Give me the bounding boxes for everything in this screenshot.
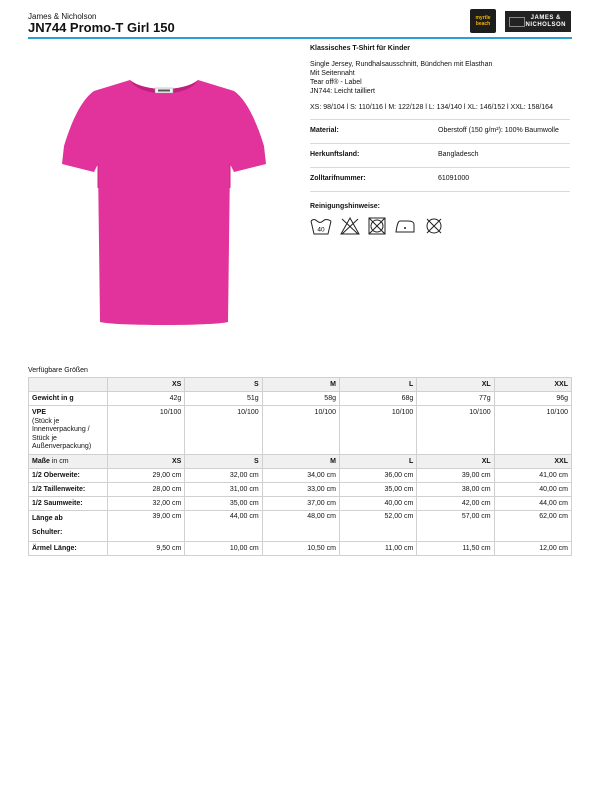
length-cell: 48,00 cm [262,510,339,541]
vpe-row [29,406,572,455]
size-header-cell: S [185,378,262,392]
spec-tariff [310,167,570,191]
product-heading: Klassisches T-Shirt für Kinder [310,45,410,52]
row-label [29,406,108,455]
vpe-cell: 10/100 [262,406,339,455]
row-label: 1/2 Oberweite: [29,468,108,482]
row-label [29,510,108,541]
measure-cell: 28,00 cm [108,482,185,496]
row-label: Ärmel Länge: [29,541,108,555]
brand-name: James & Nicholson [28,12,97,21]
spec-material [310,119,570,143]
wash-temp: 40 [317,226,325,234]
length-label-1: Länge ab [32,514,63,522]
care-icons [310,217,570,235]
weight-row [29,392,572,406]
spec-label: Material: [310,127,339,134]
wash-40-icon [310,217,332,235]
sleeve-cell: 11,00 cm [339,541,416,555]
size-header-cell: L [339,378,416,392]
sleeve-row [29,541,572,555]
spec-label: Herkunftsland: [310,151,360,158]
measure-cell: 40,00 cm [494,482,571,496]
no-dry-clean-icon [424,217,444,235]
length-row [29,510,572,541]
size-header-cell: L [339,454,416,468]
vpe-cell: 10/100 [494,406,571,455]
spec-value: 61091000 [438,175,470,182]
spec-label: Zolltarifnummer: [310,175,366,182]
sleeve-cell: 11,50 cm [417,541,494,555]
size-header-cell: XL [417,454,494,468]
table-corner [29,378,108,392]
desc-line: Single Jersey, Rundhalsausschnitt, Bündchen mit Elasthan [310,61,493,68]
row-label: 1/2 Saumweite: [29,496,108,510]
measure-unit: in cm [49,457,69,465]
length-label-2: Schulter: [32,528,63,536]
myrtle-beach-logo [470,9,496,33]
measure-cell: 29,00 cm [108,468,185,482]
measure-cell: 37,00 cm [262,496,339,510]
logo2-text-1: JAMES & [530,14,561,21]
weight-cell: 58g [262,392,339,406]
measure-cell: 38,00 cm [417,482,494,496]
vpe-cell: 10/100 [185,406,262,455]
size-header-cell: XL [417,378,494,392]
measure-cell: 32,00 cm [185,468,262,482]
vpe-cell: 10/100 [108,406,185,455]
james-nicholson-logo [505,11,571,32]
sleeve-cell: 9,50 cm [108,541,185,555]
product-info [310,44,570,235]
spec-value: Oberstoff (150 g/m²): 100% Baumwolle [438,127,559,134]
logo-mark-icon [509,17,525,27]
weight-cell: 42g [108,392,185,406]
tshirt-image [62,78,267,328]
row-label [29,454,108,468]
iron-low-icon [394,217,416,235]
weight-cell: 51g [185,392,262,406]
size-range-text: XS: 98/104 l S: 110/116 l M: 122/128 l L: 134/140 l XL: 146/152 l XXL: 158/164 [310,104,553,111]
size-header-cell: XXL [494,454,571,468]
desc-line: Tear off® - Label [310,79,362,86]
vpe-note: (Stück je [32,417,60,425]
desc-line: Mit Seitennaht [310,70,355,77]
no-bleach-icon [340,217,360,235]
size-header-cell: XXL [494,378,571,392]
vpe-note: Innenverpackung / [32,426,90,433]
measure-cell: 36,00 cm [339,468,416,482]
size-header-cell: S [185,454,262,468]
measure-cell: 32,00 cm [108,496,185,510]
size-table [28,377,572,556]
measure-cell: 41,00 cm [494,468,571,482]
measure-cell: 42,00 cm [417,496,494,510]
measure-cell: 35,00 cm [185,496,262,510]
sleeve-cell: 10,00 cm [185,541,262,555]
measure-cell: 34,00 cm [262,468,339,482]
measure-cell: 31,00 cm [185,482,262,496]
weight-cell: 96g [494,392,571,406]
row-label: Gewicht in g [29,392,108,406]
weight-cell: 77g [417,392,494,406]
vpe-label: VPE [32,409,47,416]
logo1-text-2: beach [475,21,491,27]
spec-origin [310,143,570,167]
measure-label: Maße [32,457,50,465]
size-header-cell: M [262,454,339,468]
measure-cell: 33,00 cm [262,482,339,496]
page-title: JN744 Promo-T Girl 150 [28,20,175,35]
header-rule [28,37,572,39]
measure-header-row [29,454,572,468]
size-header-row [29,378,572,392]
care-title: Reinigungshinweise: [310,191,570,211]
size-header-cell: XS [108,378,185,392]
vpe-cell: 10/100 [417,406,494,455]
row-label: 1/2 Taillenweite: [29,482,108,496]
length-cell: 62,00 cm [494,510,571,541]
measure-cell: 35,00 cm [339,482,416,496]
logo2-text-2: NICHOLSON [525,21,566,28]
size-header-cell: XS [108,454,185,468]
no-tumble-dry-icon [368,217,386,235]
length-cell: 39,00 cm [108,510,185,541]
length-cell: 52,00 cm [339,510,416,541]
spec-value: Bangladesch [438,151,479,158]
sleeve-cell: 10,50 cm [262,541,339,555]
sizes-caption: Verfügbare Größen [28,367,88,374]
measure-row [29,496,572,510]
measure-cell: 44,00 cm [494,496,571,510]
measure-cell: 39,00 cm [417,468,494,482]
desc-line: JN744: Leicht tailliert [310,88,375,95]
vpe-note: Stück je [32,434,57,442]
measure-row [29,482,572,496]
length-cell: 44,00 cm [185,510,262,541]
measure-cell: 40,00 cm [339,496,416,510]
logo1-text-1: myrtle [475,15,491,21]
size-header-cell: M [262,378,339,392]
weight-cell: 68g [339,392,416,406]
vpe-cell: 10/100 [339,406,416,455]
measure-row [29,468,572,482]
sleeve-cell: 12,00 cm [494,541,571,555]
length-cell: 57,00 cm [417,510,494,541]
vpe-note: Außenverpackung) [32,443,92,450]
